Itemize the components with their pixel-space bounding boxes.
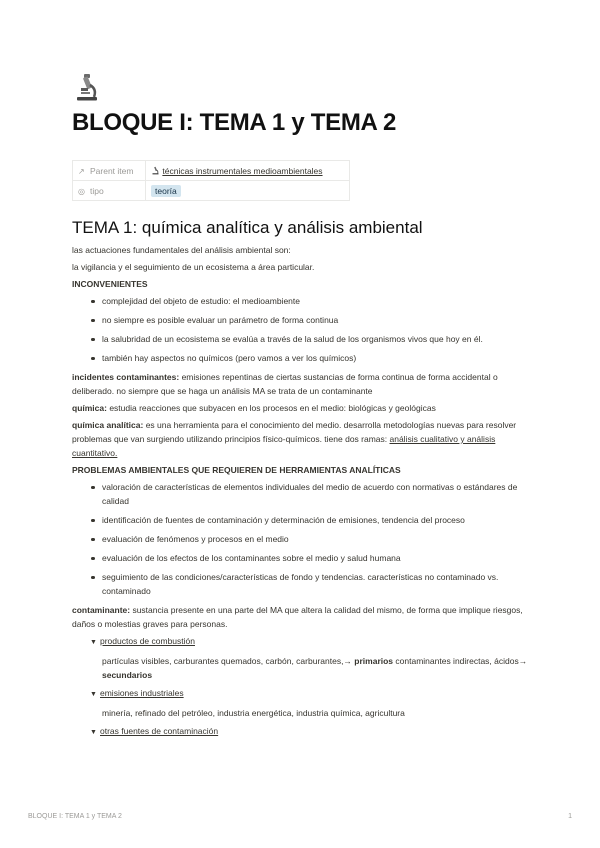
incidentes-paragraph: incidentes contaminantes: emisiones repentinas de ciertas sustancias de forma continua de forma accidental o deliberado. no siempre que se haga un análisis MA se trata de un contaminante	[72, 372, 498, 396]
toggle-content: partículas visibles, carburantes quemados, carbón, carburantes,→ primarios contaminantes indirectas, ácidos→ secundarios	[102, 656, 528, 680]
term-label: química analítica:	[72, 420, 144, 430]
toggle-otras-fuentes[interactable]	[90, 724, 528, 740]
list-item: evaluación de fenómenos y procesos en el medio	[102, 532, 528, 546]
tipo-tag[interactable]: teoría	[151, 185, 181, 197]
inconvenientes-list	[72, 294, 528, 365]
page-content	[72, 72, 528, 740]
term-label: contaminante:	[72, 605, 131, 615]
list-item: valoración de características de elementos individuales del medio de acuerdo con normativas o estándares de calidad	[102, 480, 528, 508]
list-item: también hay aspectos no químicos (pero vamos a ver los químicos)	[102, 351, 528, 365]
list-item: identificación de fuentes de contaminación y determinación de emisiones, tendencia del proceso	[102, 513, 528, 527]
toggle-label[interactable]: otras fuentes de contaminación	[100, 726, 219, 736]
list-item: la salubridad de un ecosistema se evalúa a través de la salud de los organismos vivos que hoy en él.	[102, 332, 528, 346]
triangle-down-icon[interactable]: ▼	[90, 639, 97, 646]
properties-table	[72, 160, 350, 201]
term-label: química:	[72, 403, 107, 413]
toggle-label[interactable]: emisiones industriales	[100, 688, 184, 698]
page-number: 1	[568, 813, 572, 820]
property-name: tipo	[90, 185, 104, 196]
inconvenientes-heading: INCONVENIENTES	[72, 279, 148, 289]
toggle-label[interactable]: productos de combustión	[100, 636, 195, 646]
triangle-down-icon[interactable]: ▼	[90, 729, 97, 736]
microscope-icon	[151, 166, 162, 176]
quimica-paragraph: química: estudia reacciones que subyacen en los procesos en el medio: biológicas y geológicas	[72, 403, 436, 413]
ramas-link[interactable]: análisis cualitativo y análisis cuantitativo.	[72, 434, 496, 458]
list-item: complejidad del objeto de estudio: el medioambiente	[102, 294, 528, 308]
select-icon: ◎	[78, 186, 85, 196]
property-row-tipo	[73, 181, 350, 201]
arrow-up-right-icon: ↗	[78, 166, 85, 176]
list-item: seguimiento de las condiciones/características de fondo y tendencias. características no contaminado vs. contaminado	[102, 570, 528, 598]
list-item: no siempre es posible evaluar un parámetro de forma continua	[102, 313, 528, 327]
problemas-heading: PROBLEMAS AMBIENTALES QUE REQUIEREN DE HERRAMIENTAS ANALÍTICAS	[72, 465, 401, 475]
property-name: Parent item	[90, 165, 134, 176]
toggle-emisiones-industriales[interactable]	[90, 686, 528, 720]
microscope-icon	[72, 72, 528, 102]
page-title: BLOQUE I: TEMA 1 y TEMA 2	[72, 109, 397, 136]
toggle-content: minería, refinado del petróleo, industria energética, industria química, agricultura	[102, 708, 405, 718]
list-item: evaluación de los efectos de los contaminantes sobre el medio y salud humana	[102, 551, 528, 565]
problemas-list	[72, 480, 528, 598]
property-row-parent	[73, 161, 350, 181]
parent-item-link[interactable]: técnicas instrumentales medioambientales	[162, 165, 323, 176]
term-label: incidentes contaminantes:	[72, 372, 180, 382]
quimica-analitica-paragraph: química analítica: es una herramienta para el conocimiento del medio. desarrolla metodologías nuevas para resolver problemas que van surgiendo utilizando principios físico-químicos. tiene dos ramas: análisis cualitativo y análisis cuantitativo.	[72, 420, 517, 458]
contaminante-paragraph: contaminante: sustancia presente en una parte del MA que altera la calidad del mismo, de forma que implique riesgos, daños o molestias graves para personas.	[72, 605, 523, 629]
triangle-down-icon[interactable]: ▼	[90, 691, 97, 698]
intro-text: la vigilancia y el seguimiento de un ecosistema a área particular.	[72, 262, 315, 272]
section-heading: TEMA 1: química analítica y análisis ambiental	[72, 218, 423, 237]
intro-text: las actuaciones fundamentales del análisis ambiental son:	[72, 245, 291, 255]
toggle-productos-combustion[interactable]	[90, 634, 528, 682]
page-footer	[28, 813, 572, 820]
footer-title: BLOQUE I: TEMA 1 y TEMA 2	[28, 813, 122, 820]
